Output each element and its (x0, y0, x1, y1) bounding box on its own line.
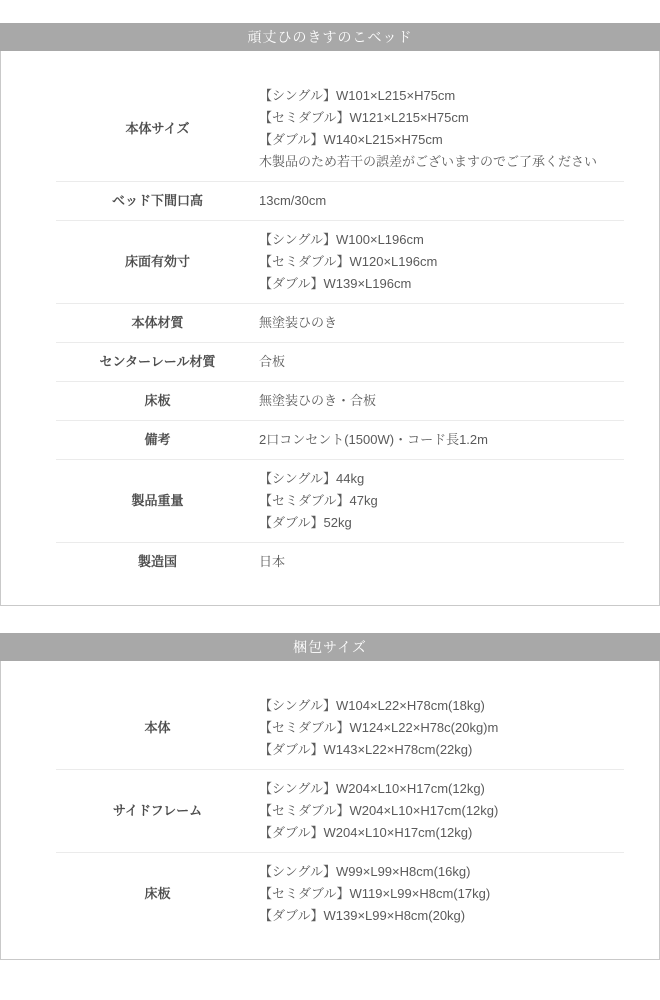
spec-row-label: 床面有効寸 (124, 254, 190, 269)
spec-value-line: 【セミダブル】W119×L99×H8cm(17kg) (259, 886, 491, 901)
spec-row-label: 備考 (144, 432, 171, 447)
section-title: 梱包サイズ (293, 639, 367, 655)
spec-value-line: 【ダブル】W139×L99×H8cm(20kg) (259, 908, 466, 923)
spec-table-product (0, 51, 660, 606)
spec-value-line: 【ダブル】W143×L22×H78cm(22kg) (259, 742, 473, 757)
spec-row (56, 220, 624, 303)
spec-section-packing (0, 633, 660, 960)
spec-row-label: 製造国 (137, 554, 177, 569)
spec-value-line: 【シングル】W99×L99×H8cm(16kg) (259, 864, 471, 879)
spec-row-value (259, 390, 624, 412)
spec-row (56, 420, 624, 459)
spec-row-label: 床板 (144, 393, 171, 408)
spec-value-line: 【シングル】W100×L196cm (259, 232, 424, 247)
spec-table-packing (0, 661, 660, 960)
spec-value-line: 【ダブル】W139×L196cm (259, 276, 412, 291)
spec-row (56, 852, 624, 935)
section-title-bar-packing (0, 633, 660, 661)
spec-value-line: 【セミダブル】47kg (259, 493, 378, 508)
spec-row (56, 342, 624, 381)
spec-row-label: サイドフレーム (112, 803, 203, 818)
spec-value-line: 木製品のため若干の誤差がございますのでご了承ください (259, 154, 598, 169)
spec-value-line: 13cm/30cm (259, 193, 327, 208)
spec-value-line: 【シングル】W104×L22×H78cm(18kg) (259, 698, 485, 713)
spec-row (56, 687, 624, 769)
spec-row-label: 本体材質 (131, 315, 184, 330)
spec-value-line: 【ダブル】W140×L215×H75cm (259, 132, 443, 147)
spec-row-label: 本体サイズ (125, 121, 190, 136)
spec-value-line: 【ダブル】52kg (259, 515, 352, 530)
spec-value-line: 無塗装ひのき・合板 (259, 393, 377, 408)
spec-value-line: 【シングル】W101×L215×H75cm (259, 88, 456, 103)
spec-row-value (259, 468, 624, 534)
section-title: 頑丈ひのきすのこベッド (247, 29, 413, 45)
spec-row-value (259, 351, 624, 373)
spec-row (56, 381, 624, 420)
spec-row-label: 本体 (144, 720, 171, 735)
spec-row-value (259, 695, 624, 761)
spec-row (56, 769, 624, 852)
spec-value-line: 日本 (259, 554, 286, 569)
spec-value-line: 【シングル】W204×L10×H17cm(12kg) (259, 781, 485, 796)
spec-value-line: 2口コンセント(1500W)・コード長1.2m (259, 432, 488, 447)
spec-value-line: 【セミダブル】W121×L215×H75cm (259, 110, 469, 125)
spec-row-value (259, 861, 624, 927)
spec-row-value (259, 551, 624, 573)
spec-value-line: 【セミダブル】W124×L22×H78c(20kg)m (259, 720, 499, 735)
spec-value-line: 【ダブル】W204×L10×H17cm(12kg) (259, 825, 473, 840)
spec-row (56, 77, 624, 181)
spec-row-label: 床板 (144, 886, 171, 901)
spec-row-value (259, 312, 624, 334)
spec-row-value (259, 778, 624, 844)
spec-value-line: 【シングル】44kg (259, 471, 365, 486)
section-title-bar-product (0, 23, 660, 51)
spec-value-line: 合板 (259, 354, 286, 369)
spec-row (56, 303, 624, 342)
spec-value-line: 【セミダブル】W120×L196cm (259, 254, 438, 269)
spec-value-line: 無塗装ひのき (259, 315, 338, 330)
spec-row-value (259, 85, 624, 173)
spec-row-value (259, 429, 624, 451)
spec-row (56, 542, 624, 581)
spec-row-value (259, 190, 624, 212)
spec-row-label: 製品重量 (131, 493, 184, 508)
spec-row-label: ベッド下間口高 (111, 193, 203, 208)
spec-row-value (259, 229, 624, 295)
spec-section-product (0, 23, 660, 606)
spec-row-label: センターレール材質 (99, 354, 216, 369)
spec-row (56, 459, 624, 542)
spec-row (56, 181, 624, 220)
spec-value-line: 【セミダブル】W204×L10×H17cm(12kg) (259, 803, 499, 818)
